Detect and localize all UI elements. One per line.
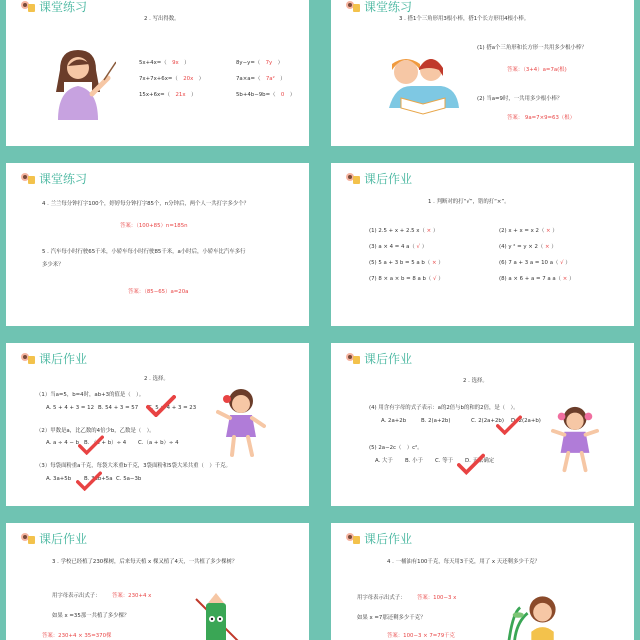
slide-header	[20, 170, 87, 187]
question-2: (2) 当a=9时，一共用多少根小棒？	[477, 96, 563, 102]
expression-answer: 答案：100−3 x	[417, 595, 457, 601]
teacher-logo-icon	[345, 532, 361, 546]
slide-header-title: 课后作业	[364, 532, 413, 546]
girl-with-plants-illustration	[501, 587, 571, 640]
choice-option-2c: C.（a + b）÷ 4	[138, 440, 179, 446]
choice-option-5a: A. 大于	[375, 458, 393, 464]
teacher-logo-icon	[20, 352, 36, 366]
slide-header-title: 课堂练习	[364, 0, 413, 14]
exercise-row-1-right: 8y−y=（ 7y ）	[236, 60, 284, 66]
slide-header-title: 课后作业	[364, 172, 413, 186]
question-5-line-2: 多少米？	[42, 262, 64, 268]
slide-header	[345, 0, 412, 15]
answer-4: 答案：（100+85）n=185n	[120, 223, 188, 229]
exercise-row-3-right: 5b+4b−9b=（ 0 ）	[236, 92, 296, 98]
children-reading-illustration	[381, 48, 461, 118]
choice-option-5d: D. 无法确定	[465, 458, 495, 464]
judge-item-5: (5) 5 a + 3 b = 5 a b（ × ）	[369, 260, 444, 266]
question-1: (1) 搭a个三角形和长方形一共用多少根小棒？	[477, 45, 587, 51]
slide-3	[6, 163, 309, 326]
checkmark-icon	[457, 453, 485, 475]
checkmark-icon	[78, 435, 104, 455]
slide-header	[345, 170, 412, 187]
answer-1: 答案：（3+4）a=7a(根)	[507, 67, 567, 73]
slide-5	[6, 343, 309, 506]
judge-item-1: (1) 2.5 + x + 2.5 x（ × ）	[369, 228, 439, 234]
slide-header-title: 课后作业	[39, 352, 88, 366]
judge-item-2: (2) x + x = x 2（ × ）	[499, 228, 558, 234]
answer-5: 答案：（85−65）a=20a	[128, 289, 189, 295]
slide-header	[20, 530, 87, 547]
slide-header-title: 课堂练习	[39, 0, 88, 14]
pencil-mascot-illustration	[186, 591, 246, 640]
question-4: 4 . 兰兰每分钟打字100个，婷婷每分钟打字85个，n分钟后，两个人一共打字多少个？	[42, 201, 250, 207]
expression-label: 用字母表示出式子：	[357, 595, 406, 601]
choice-question-2: （2）甲数是a，比乙数的4倍少b，乙数是（ ）。	[36, 428, 155, 434]
slide-2	[331, 0, 634, 146]
slide-4	[331, 163, 634, 326]
choice-option-3b: B. 3ab+5a	[84, 476, 113, 482]
slide-6	[331, 343, 634, 506]
word-problem-3: 3 . 学校已经植了230棵树，后来每天植 x 棵又植了4天，一共植了多少棵树？	[52, 559, 238, 565]
choice-option-4a: A. 2a+2b	[381, 418, 407, 424]
teacher-logo-icon	[345, 172, 361, 186]
exercise-row-2-left: 7x+7x+6x=（ 20x ）	[139, 76, 205, 82]
slide-title: 2 . 写出得数。	[144, 16, 180, 22]
choice-option-4d: D. 2(2a+b)	[511, 418, 541, 424]
choice-question-4: (4) 用含有字母的式子表示：a的2倍与b的和的2倍，是（ ）。	[369, 405, 519, 411]
girl-waving-illustration	[216, 385, 266, 460]
choice-option-1a: A. 5 + 4 + 3 = 12	[46, 405, 94, 411]
choice-option-5b: B. 小于	[405, 458, 423, 464]
slide-header	[20, 0, 87, 15]
slide-title: 1 . 判断对的打“√”，错的打“×”。	[428, 199, 510, 205]
choice-option-4c: C. 2(2a+2b)	[471, 418, 504, 424]
checkmark-icon	[496, 415, 522, 435]
expression-answer: 答案：230+4 x	[112, 593, 152, 599]
slide-7	[6, 523, 309, 640]
substitution-answer: 答案：230+4 × 35=370棵	[42, 633, 112, 639]
exercise-row-3-left: 15x+6x=（ 21x ）	[139, 92, 197, 98]
choice-option-1c: C. 5 × 4 + 3 = 23	[148, 405, 197, 411]
choice-option-5c: C. 等于	[435, 458, 453, 464]
judge-item-3: (3) a × 4 = 4 a（ √ ）	[369, 244, 428, 250]
exercise-row-2-right: 7a×a=（ 7a² ）	[236, 76, 286, 82]
choice-option-4b: B. 2(a+2b)	[421, 418, 451, 424]
teacher-logo-icon	[20, 532, 36, 546]
substitution-answer: 答案：100−3 × 7=79千克	[387, 633, 455, 639]
slide-header	[345, 350, 412, 367]
teacher-logo-icon	[20, 0, 36, 14]
teacher-logo-icon	[20, 172, 36, 186]
slide-title: 2 . 选择。	[463, 378, 488, 384]
choice-option-3c: C. 5a−3b	[116, 476, 142, 482]
choice-question-5: (5) 2a−2c（ ）c²。	[369, 445, 423, 451]
choice-option-2b: B. （a + b）÷ 4	[84, 440, 127, 446]
slide-header-title: 课后作业	[364, 352, 413, 366]
slide-header-title: 课后作业	[39, 532, 88, 546]
teacher-logo-icon	[345, 352, 361, 366]
judge-item-4: (4) y ² = y × 2（ × ）	[499, 244, 557, 250]
checkmark-icon	[146, 395, 176, 417]
exercise-row-1-left: 5x+4x=（ 9x ）	[139, 60, 190, 66]
judge-item-8: (8) a × 6 + a = 7 a a（ × ）	[499, 276, 575, 282]
expression-label: 用字母表示出式子：	[52, 593, 101, 599]
question-5-line-1: 5 . 汽车每小时行驶65千米，小轿车每小时行驶85千米，a小时后，小轿车比汽车多行	[42, 249, 246, 255]
judge-item-7: (7) 8 × a × b = 8 a b（ √ ）	[369, 276, 444, 282]
slide-header-title: 课堂练习	[39, 172, 88, 186]
slide-1	[6, 0, 309, 146]
substitution-question: 如果 x =7那还剩多少千克？	[357, 615, 426, 621]
checkmark-icon	[76, 471, 102, 491]
choice-question-1: （1）当a=5，b=4时，ab+3的值是（ ）。	[36, 392, 145, 398]
teacher-pointing-illustration	[46, 40, 116, 120]
slide-title: 2 . 选择。	[144, 376, 169, 382]
teacher-logo-icon	[345, 0, 361, 14]
choice-question-3: （3）每袋面粉重a千克，每袋大米重b千克，3袋面粉和5袋大米共重（ ）千克。	[36, 463, 231, 469]
choice-option-2a: A. a ÷ 4 − b	[46, 440, 80, 446]
substitution-question: 如果 x =35那一共植了多少棵？	[52, 613, 130, 619]
girl-waving-illustration	[551, 403, 599, 475]
slide-title: 3 . 搭1个三角形用3根小棒，搭1个长方形用4根小棒。	[399, 16, 530, 22]
judge-item-6: (6) 7 a + 3 a = 10 a（ √ ）	[499, 260, 571, 266]
slide-header	[345, 530, 412, 547]
choice-option-3a: A. 3a+5b	[46, 476, 72, 482]
slide-header	[20, 350, 87, 367]
answer-2: 答案： 9a=7×9=63（根）	[507, 115, 576, 121]
slide-8	[331, 523, 634, 640]
word-problem-4: 4 . 一桶油有100千克，每天用3千克，用了 x 天还剩多少千克？	[387, 559, 540, 565]
choice-option-1b: B. 54 + 3 = 57	[98, 405, 139, 411]
